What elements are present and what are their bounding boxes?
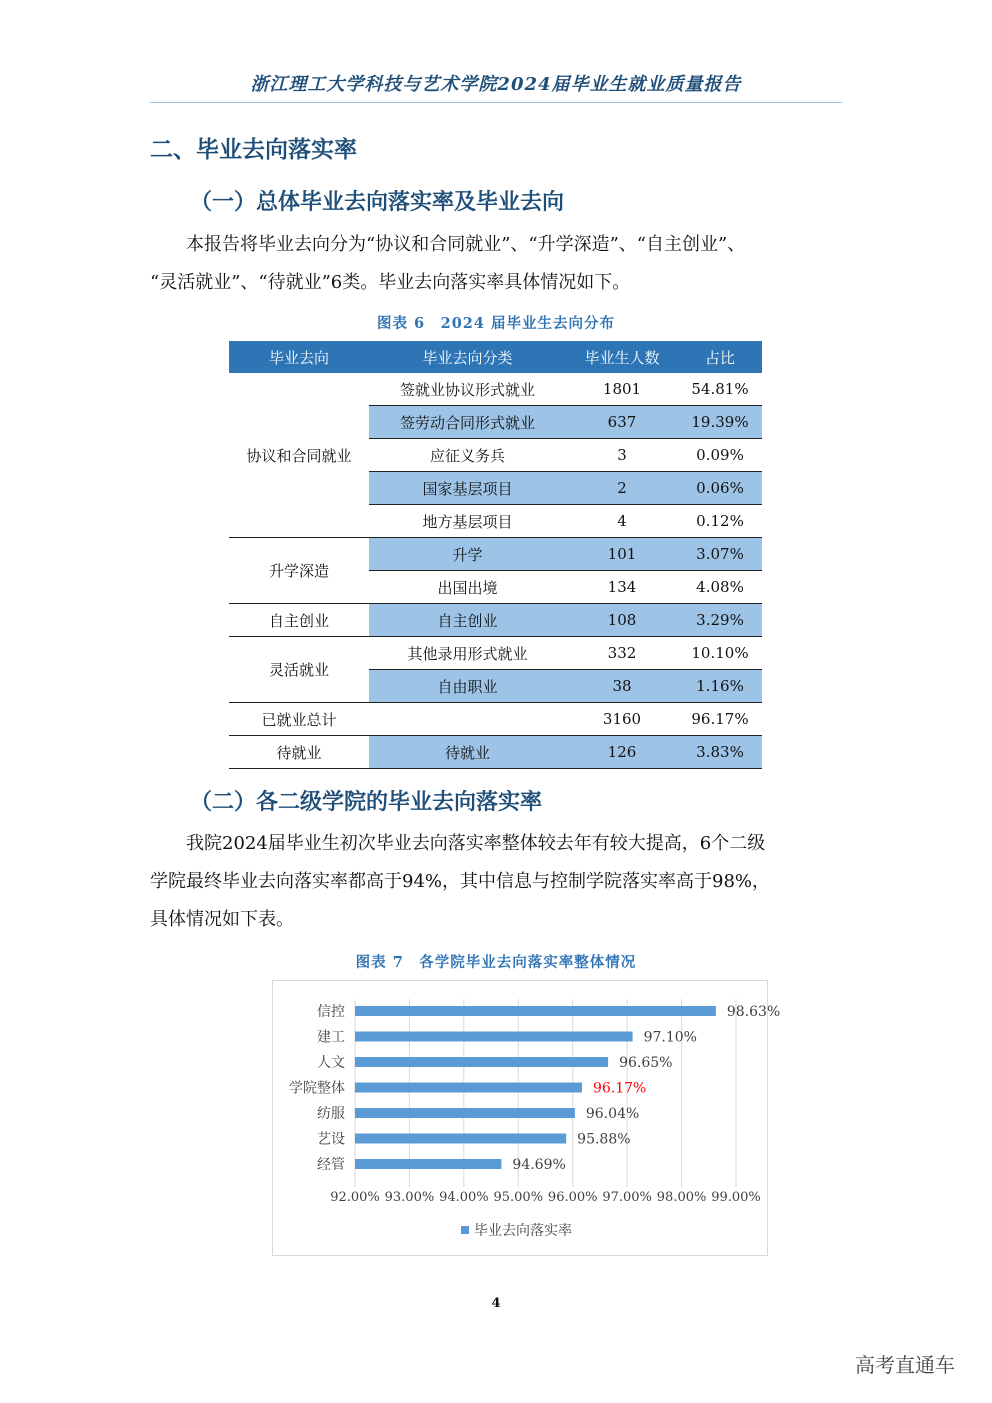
category-label: 人文 [317, 1055, 345, 1071]
count-cell: 1801 [566, 373, 678, 406]
tick-label: 92.00% [330, 1190, 380, 1205]
percent-cell: 0.09% [678, 439, 762, 472]
table-row [229, 637, 762, 670]
percent-cell: 19.39% [678, 406, 762, 439]
category-label: 经管 [317, 1157, 345, 1173]
bar [355, 1108, 575, 1118]
bar [355, 1134, 566, 1144]
subsection-title-1: （一）总体毕业去向落实率及毕业去向 [190, 190, 565, 215]
category-cell: 协议和合同就业 [229, 373, 369, 538]
college-line-3: 具体情况如下表。 [150, 909, 294, 930]
legend-swatch [461, 1226, 469, 1234]
distribution-table [229, 341, 762, 769]
table-header-row [229, 341, 762, 373]
tick-label: 93.00% [384, 1190, 435, 1205]
percent-cell: 3.07% [678, 538, 762, 571]
header-destination: 毕业去向 [229, 341, 369, 373]
category-label: 纺服 [317, 1106, 345, 1122]
category-cell: 升学深造 [229, 538, 369, 604]
table-row [229, 604, 762, 637]
category-label: 艺设 [317, 1131, 345, 1148]
type-cell: 国家基层项目 [369, 472, 566, 505]
page-number: 4 [491, 1296, 501, 1311]
count-cell: 332 [566, 637, 678, 670]
count-cell: 2 [566, 472, 678, 505]
data-label: 95.88% [577, 1131, 631, 1148]
table-row [229, 736, 762, 769]
bar [355, 1083, 582, 1093]
count-cell: 126 [566, 736, 678, 769]
table-row [229, 538, 762, 571]
tick-label: 95.00% [493, 1190, 544, 1205]
category-cell: 灵活就业 [229, 637, 369, 703]
report-header: 浙江理工大学科技与艺术学院2024届毕业生就业质量报告 [250, 74, 742, 95]
bar [355, 1057, 608, 1067]
count-cell: 134 [566, 571, 678, 604]
count-cell: 101 [566, 538, 678, 571]
subsection-title-2: （二）各二级学院的毕业去向落实率 [190, 790, 543, 815]
percent-cell: 0.12% [678, 505, 762, 538]
category-label: 信控 [317, 1004, 345, 1020]
type-cell: 签就业协议形式就业 [369, 373, 566, 406]
type-cell: 待就业 [369, 736, 566, 769]
table-row [229, 373, 762, 406]
type-cell: 自主创业 [369, 604, 566, 637]
tick-label: 96.00% [547, 1190, 598, 1205]
chart-canvas [273, 981, 781, 1255]
intro-line-1: 本报告将毕业去向分为“协议和合同就业”、“升学深造”、“自主创业”、 [186, 234, 746, 255]
tick-label: 98.00% [656, 1190, 707, 1205]
table-caption: 图表 6 2024 届毕业生去向分布 [376, 315, 616, 332]
count-cell: 108 [566, 604, 678, 637]
category-cell: 自主创业 [229, 604, 369, 637]
header-percent: 占比 [678, 341, 762, 373]
college-paragraph [150, 825, 842, 939]
count-cell: 3 [566, 439, 678, 472]
percent-cell: 3.29% [678, 604, 762, 637]
percent-cell: 54.81% [678, 373, 762, 406]
type-cell: 应征义务兵 [369, 439, 566, 472]
bar [355, 1159, 501, 1169]
header-category: 毕业去向分类 [369, 341, 566, 373]
count-cell: 3160 [566, 703, 678, 736]
count-cell: 4 [566, 505, 678, 538]
count-cell: 637 [566, 406, 678, 439]
percent-cell: 96.17% [678, 703, 762, 736]
type-cell: 其他录用形式就业 [369, 637, 566, 670]
intro-line-2: “灵活就业”、“待就业”6类。毕业去向落实率具体情况如下。 [150, 272, 631, 293]
header-divider [150, 102, 842, 103]
tick-label: 97.00% [602, 1190, 652, 1205]
bar [355, 1006, 716, 1016]
bar [355, 1032, 633, 1042]
section-title: 二、毕业去向落实率 [150, 137, 357, 163]
category-label: 建工 [317, 1029, 345, 1046]
data-label: 96.65% [619, 1055, 673, 1071]
table-row [229, 703, 762, 736]
type-cell: 签劳动合同形式就业 [369, 406, 566, 439]
tick-label: 99.00% [711, 1190, 761, 1205]
category-label: 学院整体 [289, 1080, 345, 1097]
category-cell: 已就业总计 [229, 703, 369, 736]
chart-caption: 图表 7 各学院毕业去向落实率整体情况 [355, 954, 637, 971]
data-label: 96.04% [585, 1106, 640, 1122]
category-cell: 待就业 [229, 736, 369, 769]
data-label: 97.10% [643, 1029, 697, 1046]
data-label: 98.63% [726, 1004, 781, 1020]
type-cell: 出国出境 [369, 571, 566, 604]
college-rate-chart [272, 980, 781, 1256]
type-cell: 升学 [369, 538, 566, 571]
percent-cell: 3.83% [678, 736, 762, 769]
percent-cell: 1.16% [678, 670, 762, 703]
count-cell: 38 [566, 670, 678, 703]
watermark: 高考直通车 [855, 1353, 955, 1377]
percent-cell: 4.08% [678, 571, 762, 604]
tick-label: 94.00% [439, 1190, 489, 1205]
college-line-2: 学院最终毕业去向落实率都高于94%，其中信息与控制学院落实率高于98%， [150, 871, 771, 892]
intro-paragraph [150, 226, 842, 302]
data-label: 94.69% [512, 1157, 566, 1173]
type-cell [369, 703, 566, 736]
percent-cell: 10.10% [678, 637, 762, 670]
type-cell: 地方基层项目 [369, 505, 566, 538]
college-line-1: 我院2024届毕业生初次毕业去向落实率整体较去年有较大提高，6个二级 [186, 833, 766, 854]
legend-label: 毕业去向落实率 [474, 1223, 572, 1239]
type-cell: 自由职业 [369, 670, 566, 703]
data-label: 96.17% [592, 1080, 647, 1097]
percent-cell: 0.06% [678, 472, 762, 505]
header-count: 毕业生人数 [566, 341, 678, 373]
